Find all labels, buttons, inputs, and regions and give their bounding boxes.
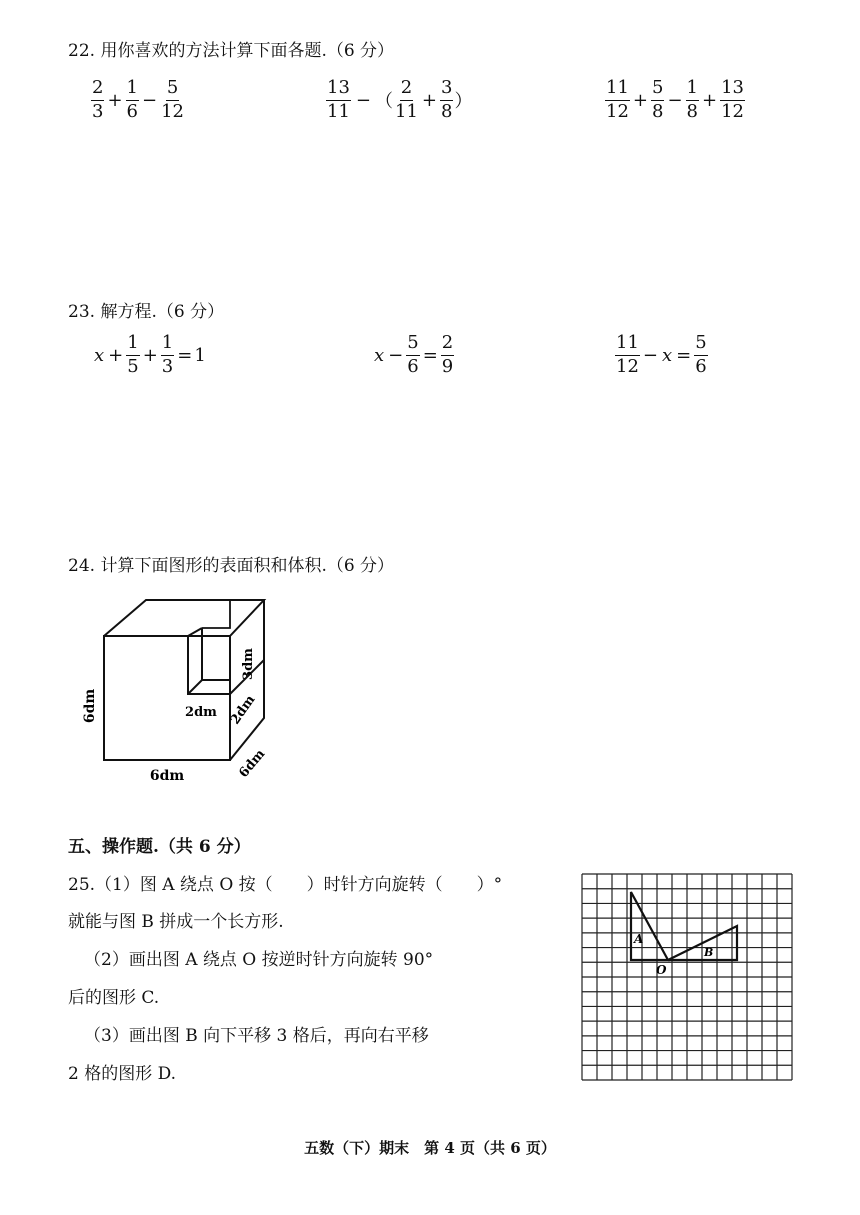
fraction: $\frac{1}{6}$ <box>126 77 138 122</box>
operator: + <box>107 89 123 111</box>
fraction: $\frac{5}{8}$ <box>652 77 664 122</box>
operator: − <box>355 89 371 111</box>
q22-expression-3 <box>604 78 746 122</box>
q25-line-5: （3）画出图 B 向下平移 3 格后，再向右平移 <box>84 1026 429 1046</box>
equals: = <box>177 344 193 366</box>
front-face <box>104 636 230 760</box>
cuboid-figure <box>70 588 290 788</box>
fraction: $\frac{2}{11}$ <box>395 77 418 122</box>
q23-equation-1 <box>92 333 206 377</box>
fraction: $\frac{5}{12}$ <box>161 77 184 122</box>
q23-title: 23. 解方程.（6 分） <box>68 302 225 322</box>
notch-depth-label: 2dm <box>227 692 259 728</box>
q22-expression-1 <box>90 78 186 122</box>
fraction: $\frac{13}{11}$ <box>327 77 350 122</box>
q25-line-2: 就能与图 B 拼成一个长方形. <box>68 912 284 932</box>
operator: + <box>108 344 124 366</box>
label-o: O <box>656 963 667 977</box>
notch-width-label: 2dm <box>185 705 217 720</box>
fraction: $\frac{1}{5}$ <box>127 332 139 377</box>
top-face <box>104 600 264 636</box>
notch-bottom-back <box>188 680 230 694</box>
label-a: A <box>634 932 644 946</box>
operator: − <box>667 89 683 111</box>
shape-a <box>631 892 668 960</box>
q24-title: 24. 计算下面图形的表面积和体积.（6 分） <box>68 556 395 576</box>
q22-title: 22. 用你喜欢的方法计算下面各题.（6 分） <box>68 41 395 61</box>
fraction: $\frac{1}{8}$ <box>686 77 698 122</box>
q23-equation-2 <box>372 333 455 377</box>
fraction: $\frac{5}{6}$ <box>695 332 707 377</box>
operator: − <box>142 89 158 111</box>
equals: = <box>676 344 692 366</box>
operator: − <box>388 344 404 366</box>
fraction: $\frac{2}{9}$ <box>441 332 454 377</box>
equals: = <box>422 344 438 366</box>
rhs-value: 1 <box>194 344 206 366</box>
fraction: $\frac{5}{6}$ <box>407 332 419 377</box>
q23-equation-3 <box>614 333 709 377</box>
variable-x: x <box>94 344 105 366</box>
width-label: 6dm <box>149 768 185 784</box>
fraction: $\frac{11}{12}$ <box>606 77 629 122</box>
q25-line-6: 2 格的图形 D. <box>68 1064 177 1084</box>
fraction: $\frac{2}{3}$ <box>92 77 104 122</box>
section-5-title: 五、操作题.（共 6 分） <box>68 837 251 857</box>
fraction: $\frac{11}{12}$ <box>616 332 639 377</box>
right-paren: ） <box>454 91 473 113</box>
q25-line-3: （2）画出图 A 绕点 O 按逆时针方向旋转 90° <box>84 950 434 970</box>
variable-x: x <box>662 344 673 366</box>
fraction: $\frac{13}{12}$ <box>721 77 744 122</box>
notch-front-edges <box>188 636 230 694</box>
variable-x: x <box>374 344 385 366</box>
notch-top-edges <box>202 600 230 628</box>
notch-height-label: 3dm <box>241 648 256 680</box>
operator: − <box>642 344 658 366</box>
height-label: 6dm <box>82 688 98 724</box>
page-footer: 五数（下）期末 第 4 页（共 6 页） <box>304 1139 556 1157</box>
fraction: $\frac{3}{8}$ <box>441 77 453 122</box>
operator: + <box>421 89 437 111</box>
left-paren: （ <box>375 91 393 113</box>
notch-top-diagonal <box>188 628 202 636</box>
grid-figure <box>578 870 796 1084</box>
q22-expression-2 <box>325 78 472 122</box>
q25-line-4: 后的图形 C. <box>68 988 160 1008</box>
q25-line-1: 25.（1）图 A 绕点 O 按（ ）时针方向旋转（ ）° <box>68 875 503 895</box>
fraction: $\frac{1}{3}$ <box>161 332 174 377</box>
operator: + <box>702 89 718 111</box>
depth-label: 6dm <box>236 746 269 781</box>
operator: + <box>142 344 158 366</box>
operator: + <box>632 89 648 111</box>
label-b: B <box>704 946 714 959</box>
